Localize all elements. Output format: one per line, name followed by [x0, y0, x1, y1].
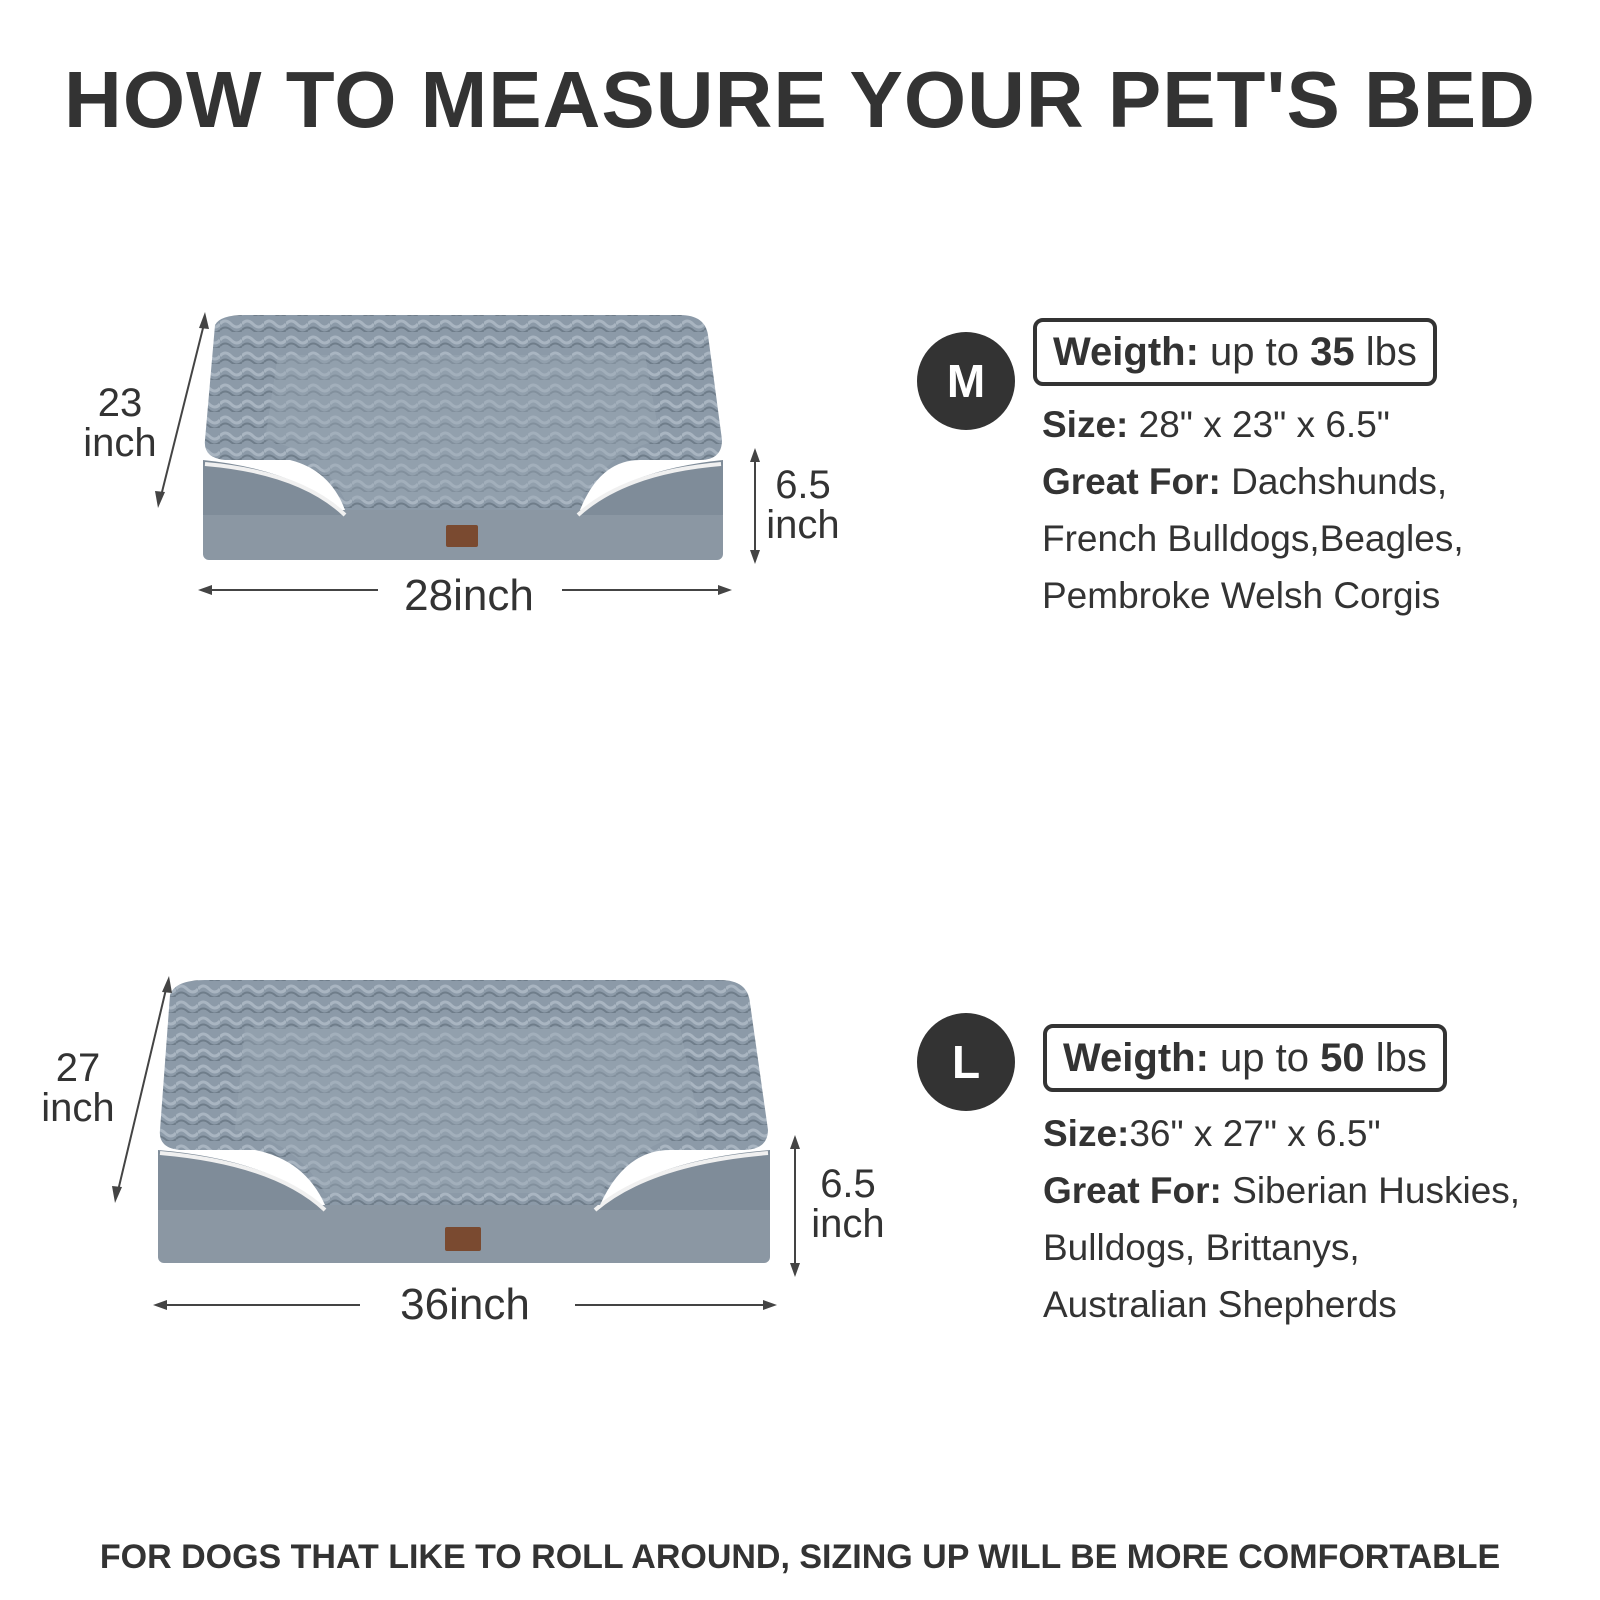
spec-list-l: [1043, 1105, 1520, 1333]
depth-unit: inch: [41, 1086, 115, 1130]
weight-label: Weigth:: [1053, 330, 1199, 374]
great-for-breeds-2: Bulldogs, Brittanys,: [1043, 1227, 1360, 1268]
size-line: [1043, 1105, 1520, 1162]
weight-box-l: [1043, 1024, 1447, 1092]
great-for-breeds-1: Siberian Huskies,: [1221, 1170, 1521, 1211]
brand-label: [446, 525, 478, 547]
great-for-label: Great For:: [1043, 1170, 1222, 1211]
depth-unit: inch: [83, 421, 157, 465]
depth-number: 23: [97, 381, 143, 425]
weight-unit: lbs: [1365, 330, 1417, 374]
size-label: Size:: [1042, 404, 1129, 445]
great-for-line: [1043, 1162, 1520, 1219]
large-bed: [158, 980, 770, 1263]
height-unit: inch: [766, 503, 840, 547]
size-label: Size:: [1043, 1113, 1130, 1154]
height-number: 6.5: [820, 1162, 876, 1206]
size-line: [1042, 396, 1464, 453]
weight-pre: up to: [1220, 1036, 1309, 1080]
great-for-label: Great For:: [1042, 461, 1221, 502]
height-arrow: [790, 1135, 800, 1277]
page-title: HOW TO MEASURE YOUR PET'S BED: [64, 55, 1536, 144]
size-badge-m: M: [917, 332, 1015, 430]
depth-arrow: [155, 312, 209, 508]
weight-box-m: [1033, 318, 1437, 386]
weight-pre: up to: [1210, 330, 1299, 374]
height-arrow: [750, 448, 760, 564]
weight-unit: lbs: [1375, 1036, 1427, 1080]
width-label: 28inch: [404, 571, 534, 620]
weight-value: 35: [1310, 330, 1355, 374]
width-label: 36inch: [400, 1280, 530, 1329]
size-value: 36" x 27" x 6.5": [1129, 1113, 1381, 1154]
height-number: 6.5: [775, 463, 831, 507]
great-for-breeds-3: Australian Shepherds: [1043, 1284, 1397, 1325]
great-for-breeds-2: French Bulldogs,Beagles,: [1042, 518, 1464, 559]
weight-value: 50: [1320, 1036, 1365, 1080]
height-unit: inch: [811, 1202, 885, 1246]
footer-note: FOR DOGS THAT LIKE TO ROLL AROUND, SIZING UP WILL BE MORE COMFORTABLE: [99, 1538, 1501, 1576]
great-for-line: [1042, 453, 1464, 510]
size-badge-l: L: [917, 1013, 1015, 1111]
medium-bed: [203, 315, 723, 560]
size-value: 28" x 23" x 6.5": [1128, 404, 1390, 445]
large-bed-diagram: [0, 965, 960, 1385]
great-for-breeds-1: Dachshunds,: [1220, 461, 1448, 502]
medium-bed-diagram: [0, 300, 960, 720]
depth-number: 27: [55, 1046, 101, 1090]
weight-label: Weigth:: [1063, 1036, 1209, 1080]
spec-list-m: [1042, 396, 1464, 624]
great-for-breeds-3: Pembroke Welsh Corgis: [1042, 575, 1441, 616]
brand-label: [445, 1227, 481, 1251]
